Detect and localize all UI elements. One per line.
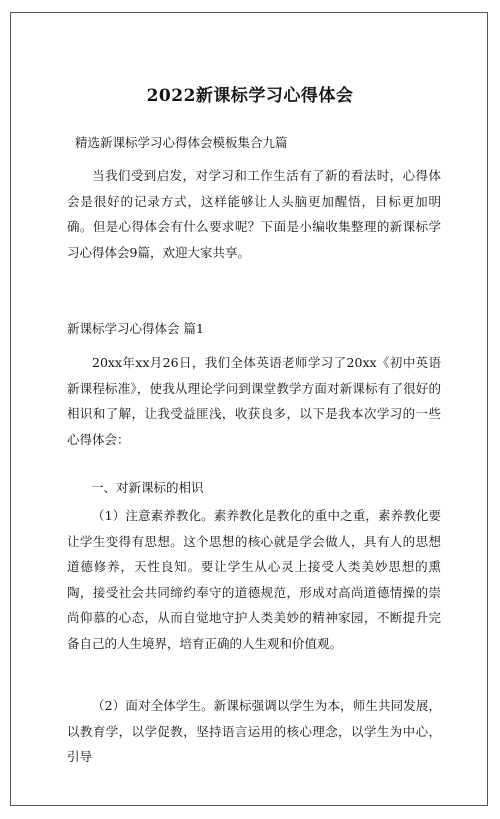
intro-paragraph: 当我们受到启发，对学习和工作生活有了新的看法时，心得体会是很好的记录方式，这样能够让人头脑更加醒悟，目标更加明确。但是心得体会有什么要求呢？下面是小编收集整理的新课标学习心得体会9篇，欢迎大家共享。 xyxy=(67,168,441,260)
document-page xyxy=(10,12,488,806)
page-title: 2022新课标学习心得体会 xyxy=(146,86,354,106)
section-paragraph: 20xx年xx月26日，我们全体英语老师学习了20xx《初中英语新课程标准》，使我从理论学问到课堂教学方面对新课标有了很好的相识和了解，让我受益匪浅，收获良多，以下是我本次学习的一些心得体会： xyxy=(67,355,441,447)
page-subtitle: 精选新课标学习心得体会模板集合九篇 xyxy=(75,135,288,150)
subheading-1: 一、对新课标的相识 xyxy=(91,480,204,495)
list-item-2: （2）面对全体学生。新课标强调以学生为本，师生共同发展，以教育学，以学促教，坚持语言运用的核心理念，以学生为中心，引导 xyxy=(67,698,441,765)
section-heading: 新课标学习心得体会 篇1 xyxy=(67,321,204,336)
list-item-1: （1）注意素养教化。素养教化是教化的重中之重，素养教化要让学生变得有思想。这个思想的核心就是学会做人，具有人的思想道德修养，天性良知。要让学生从心灵上接受人类美妙思想的熏陶，接受社会共同缔约奉守的道德规范，形成对高尚道德情操的崇尚仰慕的心态，从而自觉地守护人类美妙的精神家园，不断提升完备自己的人生境界，培育正确的人生观和价值观。 xyxy=(67,508,441,651)
